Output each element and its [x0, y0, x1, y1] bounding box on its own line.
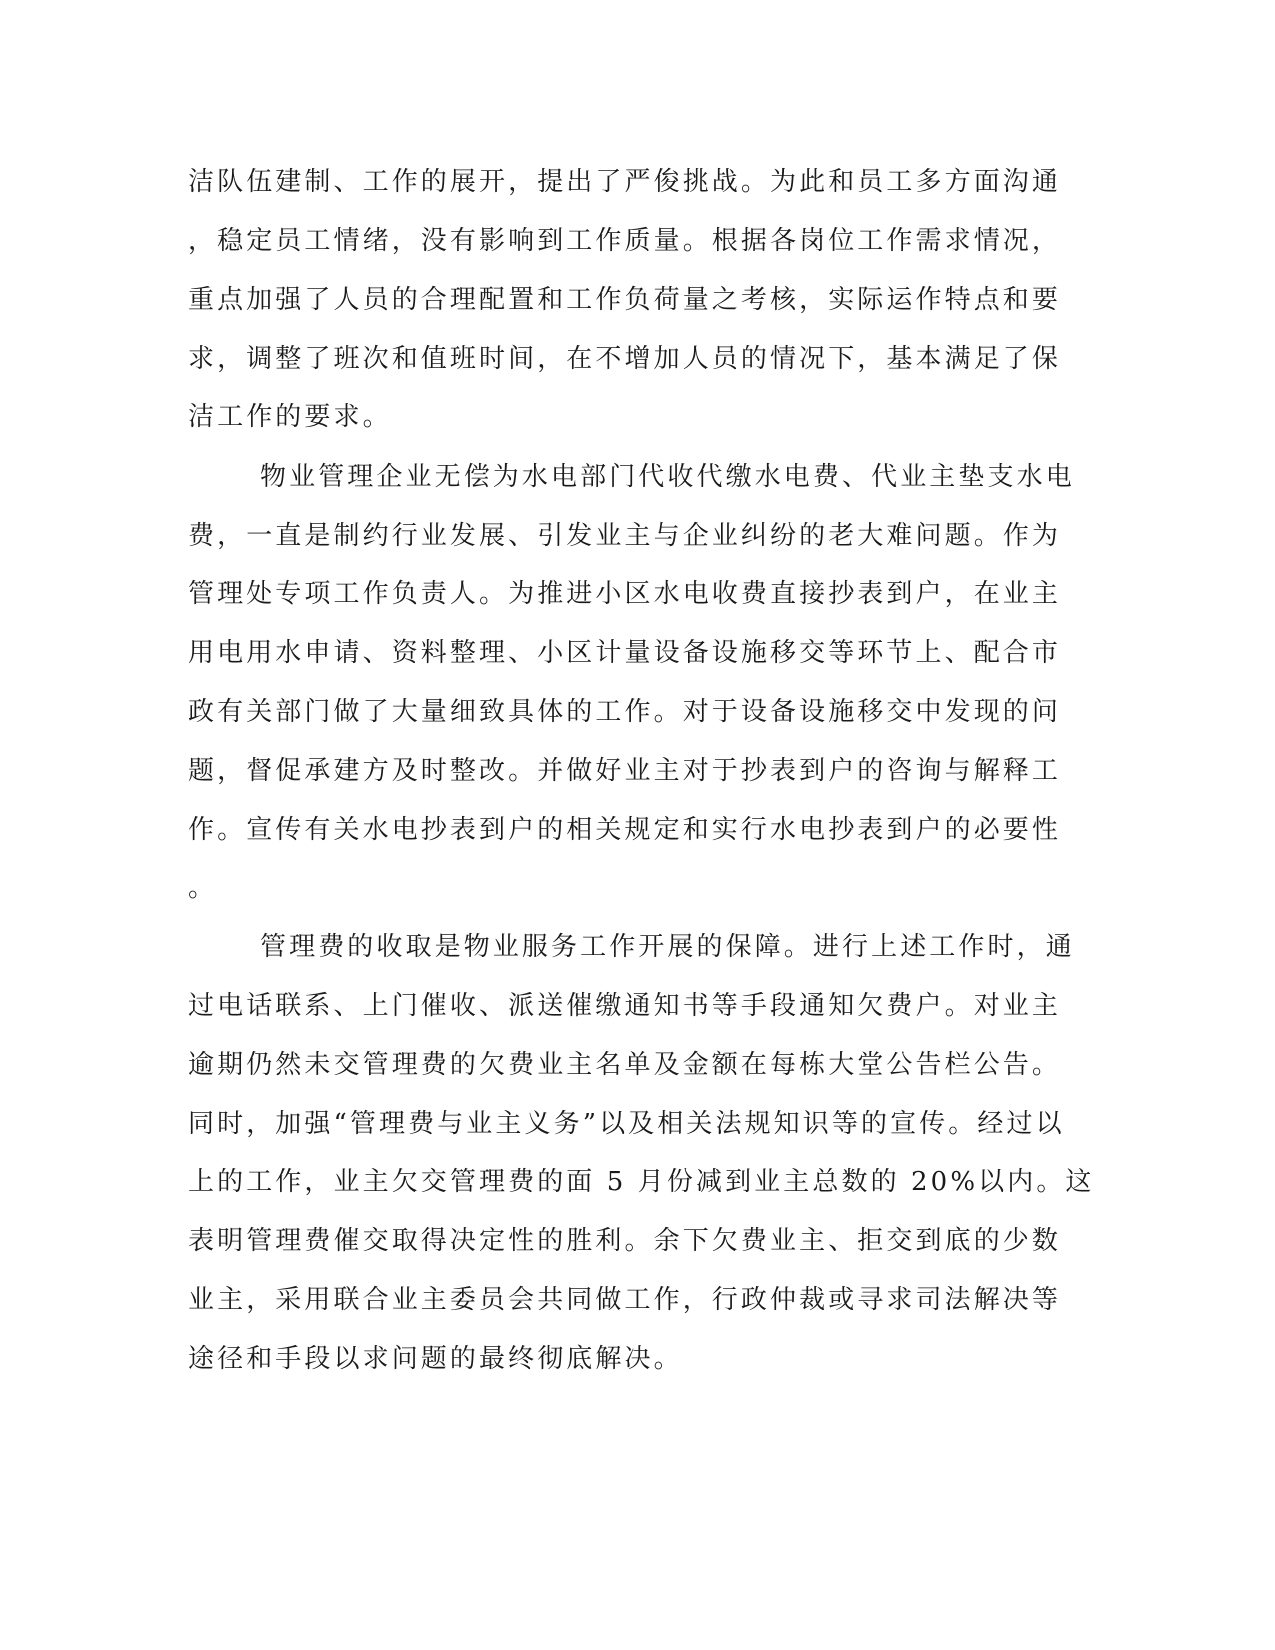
paragraph-3-line-2: 过电话联系、上门催收、派送催缴通知书等手段通知欠费户。对业主	[188, 991, 1062, 1021]
paragraph-3-line-7: 业主，采用联合业主委员会共同做工作，行政仲裁或寻求司法解决等	[188, 1285, 1062, 1315]
paragraph-2-line-8: 。	[188, 873, 218, 903]
paragraph-3-line-8: 途径和手段以求问题的最终彻底解决。	[188, 1344, 683, 1374]
paragraph-3-line-1: 管理费的收取是物业服务工作开展的保障。进行上述工作时，通	[260, 932, 1075, 962]
paragraph-3-line-6: 表明管理费催交取得决定性的胜利。余下欠费业主、拒交到底的少数	[188, 1226, 1062, 1256]
paragraph-3-line-4: 同时，加强“管理费与业主义务”以及相关法规知识等的宣传。经过以	[188, 1109, 1065, 1139]
paragraph-2-line-1: 物业管理企业无偿为水电部门代收代缴水电费、代业主垫支水电	[260, 462, 1075, 492]
paragraph-2-line-3: 管理处专项工作负责人。为推进小区水电收费直接抄表到户，在业主	[188, 579, 1062, 609]
paragraph-3-line-3: 逾期仍然未交管理费的欠费业主名单及金额在每栋大堂公告栏公告。	[188, 1050, 1062, 1080]
paragraph-1-line-2: ，稳定员工情绪，没有影响到工作质量。根据各岗位工作需求情况，	[188, 226, 1062, 256]
paragraph-1-line-3: 重点加强了人员的合理配置和工作负荷量之考核，实际运作特点和要	[188, 285, 1062, 315]
paragraph-1-line-1: 洁队伍建制、工作的展开，提出了严俊挑战。为此和员工多方面沟通	[188, 167, 1062, 197]
paragraph-2-line-5: 政有关部门做了大量细致具体的工作。对于设备设施移交中发现的问	[188, 697, 1062, 727]
paragraph-2-line-2: 费，一直是制约行业发展、引发业主与企业纠纷的老大难问题。作为	[188, 521, 1062, 551]
paragraph-1-line-4: 求，调整了班次和值班时间，在不增加人员的情况下，基本满足了保	[188, 344, 1062, 374]
paragraph-2-line-4: 用电用水申请、资料整理、小区计量设备设施移交等环节上、配合市	[188, 638, 1062, 668]
paragraph-3-line-5: 上的工作，业主欠交管理费的面 5 月份减到业主总数的 20%以内。这	[188, 1167, 1095, 1197]
paragraph-2-line-6: 题，督促承建方及时整改。并做好业主对于抄表到户的咨询与解释工	[188, 756, 1062, 786]
paragraph-2-line-7: 作。宣传有关水电抄表到户的相关规定和实行水电抄表到户的必要性	[188, 815, 1062, 845]
paragraph-1-line-5: 洁工作的要求。	[188, 402, 392, 432]
